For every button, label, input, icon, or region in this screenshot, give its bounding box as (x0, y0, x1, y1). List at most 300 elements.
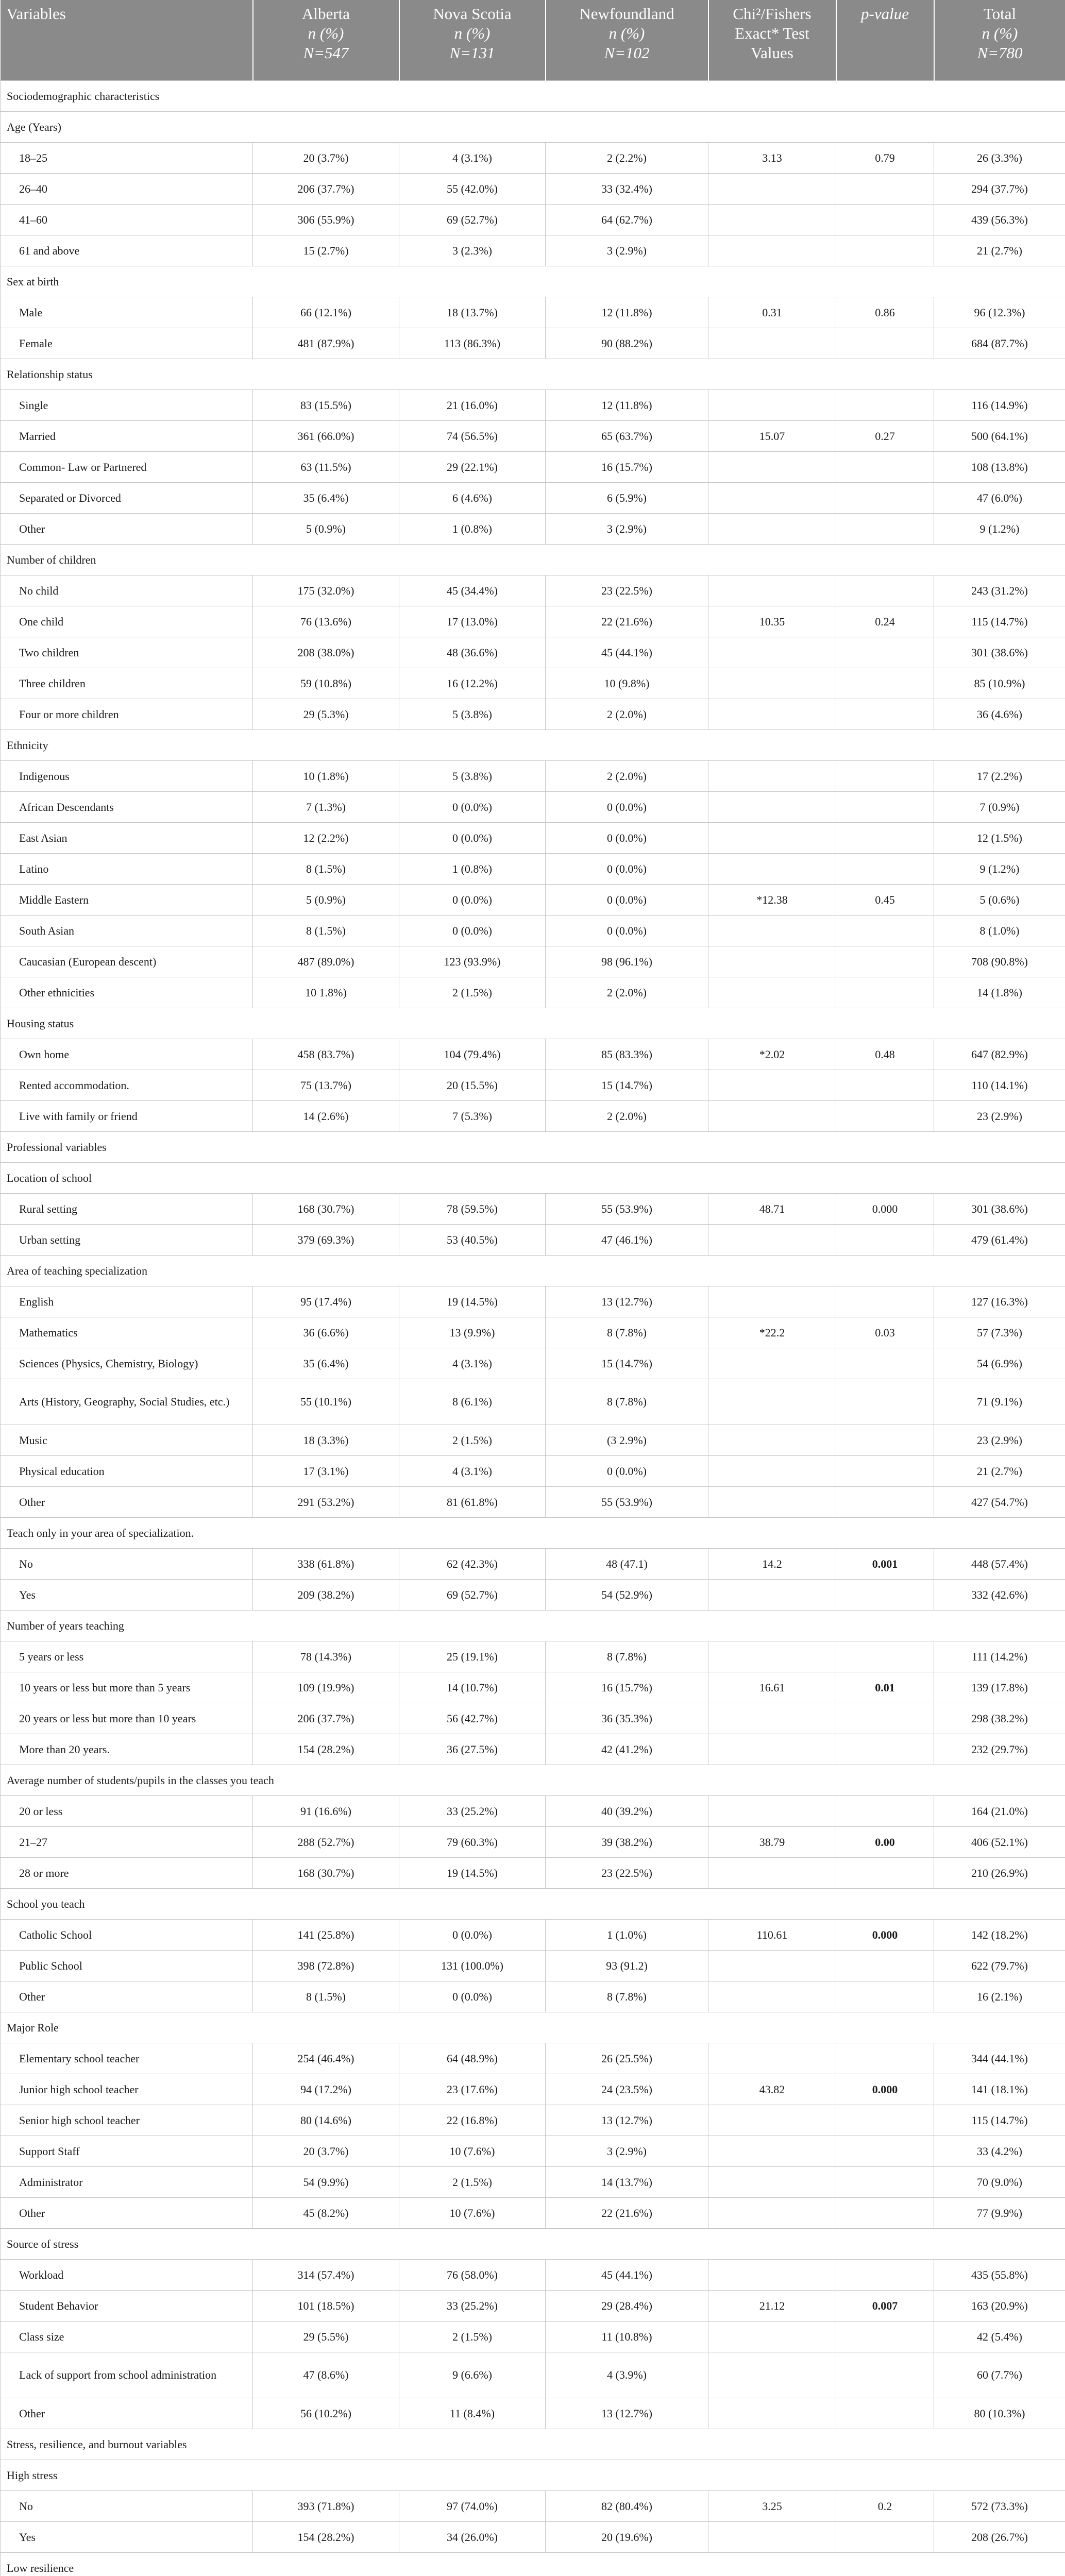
nova-scotia-cell: 33 (25.2%) (399, 2291, 546, 2321)
total-cell: 243 (31.2%) (934, 575, 1065, 606)
table-row (1, 2043, 1065, 2074)
section-row (1, 2429, 1065, 2460)
total-cell: 36 (4.6%) (934, 699, 1065, 730)
table-row (1, 1672, 1065, 1703)
group-row (1, 2229, 1065, 2260)
row-label: Class size (1, 2321, 253, 2352)
newfoundland-cell: 93 (91.2) (546, 1951, 708, 1981)
group-heading: School you teach (1, 1889, 1065, 1920)
newfoundland-cell: 85 (83.3%) (546, 1039, 708, 1070)
total-cell: 116 (14.9%) (934, 390, 1065, 421)
test-value-cell: 15.07 (708, 421, 836, 452)
p-value-cell: 0.000 (836, 2074, 934, 2105)
row-label: English (1, 1286, 253, 1317)
alberta-cell: 35 (6.4%) (253, 1348, 399, 1379)
nova-scotia-cell: 0 (0.0%) (399, 916, 546, 946)
p-value-cell (836, 514, 934, 545)
table-row (1, 1487, 1065, 1518)
test-value-cell: 48.71 (708, 1194, 836, 1225)
group-row (1, 730, 1065, 761)
test-value-cell (708, 2167, 836, 2198)
alberta-cell: 291 (53.2%) (253, 1487, 399, 1518)
nova-scotia-cell: 10 (7.6%) (399, 2136, 546, 2167)
alberta-cell: 15 (2.7%) (253, 235, 399, 266)
p-value-cell (836, 792, 934, 823)
total-cell: 110 (14.1%) (934, 1070, 1065, 1101)
row-label: Latino (1, 854, 253, 885)
newfoundland-cell: 14 (13.7%) (546, 2167, 708, 2198)
section-heading: Stress, resilience, and burnout variables (1, 2429, 1065, 2460)
alberta-cell: 36 (6.6%) (253, 1317, 399, 1348)
row-label: Four or more children (1, 699, 253, 730)
test-value-cell (708, 1580, 836, 1611)
nova-scotia-cell: 7 (5.3%) (399, 1101, 546, 1132)
table-row (1, 1379, 1065, 1425)
table-row (1, 452, 1065, 483)
group-heading: Age (Years) (1, 112, 1065, 143)
test-value-cell (708, 483, 836, 514)
row-label: Two children (1, 637, 253, 668)
total-cell: 298 (38.2%) (934, 1703, 1065, 1734)
alberta-cell: 8 (1.5%) (253, 1981, 399, 2012)
test-value-cell (708, 1101, 836, 1132)
newfoundland-cell: 90 (88.2%) (546, 328, 708, 359)
nova-scotia-cell: 81 (61.8%) (399, 1487, 546, 1518)
total-cell: 210 (26.9%) (934, 1858, 1065, 1889)
test-value-cell (708, 1379, 836, 1425)
alberta-cell: 18 (3.3%) (253, 1425, 399, 1456)
newfoundland-cell: 2 (2.0%) (546, 1101, 708, 1132)
section-row (1, 1132, 1065, 1163)
header-row (1, 0, 1065, 81)
test-value-cell (708, 2352, 836, 2398)
p-value-cell (836, 1580, 934, 1611)
test-value-cell (708, 1641, 836, 1672)
row-label: No child (1, 575, 253, 606)
total-cell: 479 (61.4%) (934, 1225, 1065, 1256)
test-value-cell (708, 1703, 836, 1734)
row-label: 20 years or less but more than 10 years (1, 1703, 253, 1734)
group-row (1, 2553, 1065, 2576)
total-cell: 406 (52.1%) (934, 1827, 1065, 1858)
total-cell: 164 (21.0%) (934, 1796, 1065, 1827)
p-value-cell (836, 1348, 934, 1379)
total-cell: 439 (56.3%) (934, 205, 1065, 235)
newfoundland-cell: 24 (23.5%) (546, 2074, 708, 2105)
newfoundland-cell: 0 (0.0%) (546, 792, 708, 823)
row-label: 28 or more (1, 1858, 253, 1889)
test-value-cell (708, 1734, 836, 1765)
test-value-cell (708, 977, 836, 1008)
newfoundland-cell: 0 (0.0%) (546, 823, 708, 854)
table-row (1, 1070, 1065, 1101)
p-value-cell (836, 483, 934, 514)
nova-scotia-cell: 5 (3.8%) (399, 761, 546, 792)
row-label: Yes (1, 2522, 253, 2553)
table-row (1, 606, 1065, 637)
row-label: Separated or Divorced (1, 483, 253, 514)
total-cell: 427 (54.7%) (934, 1487, 1065, 1518)
total-cell: 141 (18.1%) (934, 2074, 1065, 2105)
p-value-cell (836, 1456, 934, 1487)
row-label: Rural setting (1, 1194, 253, 1225)
test-value-cell (708, 916, 836, 946)
total-cell: 127 (16.3%) (934, 1286, 1065, 1317)
p-value-cell (836, 1981, 934, 2012)
alberta-cell: 154 (28.2%) (253, 1734, 399, 1765)
group-row (1, 1611, 1065, 1641)
table-row (1, 1580, 1065, 1611)
p-value-cell (836, 977, 934, 1008)
total-cell: 14 (1.8%) (934, 977, 1065, 1008)
alberta-cell: 83 (15.5%) (253, 390, 399, 421)
table-row (1, 1225, 1065, 1256)
nova-scotia-cell: 48 (36.6%) (399, 637, 546, 668)
alberta-cell: 55 (10.1%) (253, 1379, 399, 1425)
total-cell: 17 (2.2%) (934, 761, 1065, 792)
table-row (1, 916, 1065, 946)
row-label: Caucasian (European descent) (1, 946, 253, 977)
newfoundland-cell: 1 (1.0%) (546, 1920, 708, 1951)
nova-scotia-cell: 4 (3.1%) (399, 1348, 546, 1379)
p-value-cell (836, 1286, 934, 1317)
newfoundland-cell: 29 (28.4%) (546, 2291, 708, 2321)
row-label: 21–27 (1, 1827, 253, 1858)
table-row (1, 885, 1065, 916)
p-value-cell (836, 1951, 934, 1981)
nova-scotia-cell: 0 (0.0%) (399, 885, 546, 916)
test-value-cell (708, 2260, 836, 2291)
newfoundland-cell: 12 (11.8%) (546, 390, 708, 421)
test-value-cell (708, 390, 836, 421)
table-row (1, 1317, 1065, 1348)
p-value-cell (836, 2522, 934, 2553)
nova-scotia-cell: 0 (0.0%) (399, 823, 546, 854)
alberta-cell: 206 (37.7%) (253, 1703, 399, 1734)
newfoundland-cell: 15 (14.7%) (546, 1070, 708, 1101)
alberta-cell: 14 (2.6%) (253, 1101, 399, 1132)
alberta-cell: 338 (61.8%) (253, 1549, 399, 1580)
row-label: Other (1, 1981, 253, 2012)
nova-scotia-cell: 113 (86.3%) (399, 328, 546, 359)
p-value-cell (836, 761, 934, 792)
table-row (1, 2321, 1065, 2352)
p-value-cell (836, 2198, 934, 2229)
row-label: Live with family or friend (1, 1101, 253, 1132)
total-cell: 448 (57.4%) (934, 1549, 1065, 1580)
test-value-cell: 3.25 (708, 2491, 836, 2522)
row-label: Support Staff (1, 2136, 253, 2167)
nova-scotia-cell: 14 (10.7%) (399, 1672, 546, 1703)
table-row (1, 637, 1065, 668)
nova-scotia-cell: 10 (7.6%) (399, 2198, 546, 2229)
table-row (1, 977, 1065, 1008)
newfoundland-cell: 36 (35.3%) (546, 1703, 708, 1734)
total-cell: 71 (9.1%) (934, 1379, 1065, 1425)
total-cell: 23 (2.9%) (934, 1425, 1065, 1456)
alberta-cell: 393 (71.8%) (253, 2491, 399, 2522)
newfoundland-cell: 3 (2.9%) (546, 514, 708, 545)
table-row (1, 575, 1065, 606)
total-cell: 139 (17.8%) (934, 1672, 1065, 1703)
group-row (1, 2460, 1065, 2491)
total-cell: 115 (14.7%) (934, 2105, 1065, 2136)
alberta-cell: 17 (3.1%) (253, 1456, 399, 1487)
nova-scotia-cell: 8 (6.1%) (399, 1379, 546, 1425)
row-label: Urban setting (1, 1225, 253, 1256)
alberta-cell: 59 (10.8%) (253, 668, 399, 699)
row-label: Other (1, 514, 253, 545)
total-cell: 108 (13.8%) (934, 452, 1065, 483)
row-label: Public School (1, 1951, 253, 1981)
total-cell: 9 (1.2%) (934, 854, 1065, 885)
test-value-cell (708, 854, 836, 885)
alberta-cell: 12 (2.2%) (253, 823, 399, 854)
p-value-cell: 0.24 (836, 606, 934, 637)
test-value-cell: 10.35 (708, 606, 836, 637)
header-p-value: p-value (836, 0, 934, 81)
test-value-cell (708, 1348, 836, 1379)
test-value-cell (708, 2105, 836, 2136)
newfoundland-cell: 20 (19.6%) (546, 2522, 708, 2553)
newfoundland-cell: 2 (2.0%) (546, 977, 708, 1008)
table-row (1, 2136, 1065, 2167)
total-cell: 26 (3.3%) (934, 143, 1065, 174)
p-value-cell (836, 916, 934, 946)
test-value-cell (708, 1487, 836, 1518)
row-label: One child (1, 606, 253, 637)
row-label: Senior high school teacher (1, 2105, 253, 2136)
table-row (1, 946, 1065, 977)
group-row (1, 1256, 1065, 1286)
p-value-cell (836, 1641, 934, 1672)
test-value-cell: 14.2 (708, 1549, 836, 1580)
nova-scotia-cell: 0 (0.0%) (399, 1981, 546, 2012)
nova-scotia-cell: 19 (14.5%) (399, 1858, 546, 1889)
table-row (1, 2074, 1065, 2105)
total-cell: 70 (9.0%) (934, 2167, 1065, 2198)
alberta-cell: 101 (18.5%) (253, 2291, 399, 2321)
test-value-cell (708, 2043, 836, 2074)
nova-scotia-cell: 20 (15.5%) (399, 1070, 546, 1101)
table-row (1, 205, 1065, 235)
test-value-cell: *22.2 (708, 1317, 836, 1348)
p-value-cell: 0.007 (836, 2291, 934, 2321)
p-value-cell (836, 1101, 934, 1132)
p-value-cell (836, 575, 934, 606)
row-label: Married (1, 421, 253, 452)
alberta-cell: 78 (14.3%) (253, 1641, 399, 1672)
nova-scotia-cell: 25 (19.1%) (399, 1641, 546, 1672)
table-row (1, 1101, 1065, 1132)
p-value-cell: 0.000 (836, 1194, 934, 1225)
row-label: Other (1, 2398, 253, 2429)
test-value-cell: 0.31 (708, 297, 836, 328)
nova-scotia-cell: 3 (2.3%) (399, 235, 546, 266)
table-row (1, 1549, 1065, 1580)
alberta-cell: 80 (14.6%) (253, 2105, 399, 2136)
total-cell: 8 (1.0%) (934, 916, 1065, 946)
p-value-cell: 0.48 (836, 1039, 934, 1070)
nova-scotia-cell: 2 (1.5%) (399, 977, 546, 1008)
row-label: Own home (1, 1039, 253, 1070)
p-value-cell (836, 1070, 934, 1101)
nova-scotia-cell: 0 (0.0%) (399, 1920, 546, 1951)
newfoundland-cell: 11 (10.8%) (546, 2321, 708, 2352)
header-variables: Variables (1, 0, 253, 81)
test-value-cell (708, 823, 836, 854)
alberta-cell: 208 (38.0%) (253, 637, 399, 668)
test-value-cell (708, 2136, 836, 2167)
p-value-cell (836, 2352, 934, 2398)
nova-scotia-cell: 22 (16.8%) (399, 2105, 546, 2136)
alberta-cell: 10 1.8%) (253, 977, 399, 1008)
alberta-cell: 141 (25.8%) (253, 1920, 399, 1951)
newfoundland-cell: 16 (15.7%) (546, 1672, 708, 1703)
p-value-cell: 0.001 (836, 1549, 934, 1580)
row-label: African Descendants (1, 792, 253, 823)
row-label: Other (1, 2198, 253, 2229)
table-body (1, 81, 1065, 2576)
alberta-cell: 109 (19.9%) (253, 1672, 399, 1703)
p-value-cell: 0.01 (836, 1672, 934, 1703)
table-row (1, 2522, 1065, 2553)
table-row (1, 143, 1065, 174)
total-cell: 42 (5.4%) (934, 2321, 1065, 2352)
test-value-cell: 3.13 (708, 143, 836, 174)
total-cell: 54 (6.9%) (934, 1348, 1065, 1379)
group-heading: Sex at birth (1, 266, 1065, 297)
group-heading: Average number of students/pupils in the classes you teach (1, 1765, 1065, 1796)
row-label: Common- Law or Partnered (1, 452, 253, 483)
p-value-cell: 0.03 (836, 1317, 934, 1348)
nova-scotia-cell: 2 (1.5%) (399, 1425, 546, 1456)
newfoundland-cell: (3 2.9%) (546, 1425, 708, 1456)
total-cell: 21 (2.7%) (934, 235, 1065, 266)
total-cell: 85 (10.9%) (934, 668, 1065, 699)
nova-scotia-cell: 2 (1.5%) (399, 2321, 546, 2352)
total-cell: 7 (0.9%) (934, 792, 1065, 823)
nova-scotia-cell: 1 (0.8%) (399, 514, 546, 545)
row-label: Music (1, 1425, 253, 1456)
table-row (1, 1456, 1065, 1487)
p-value-cell (836, 2260, 934, 2291)
p-value-cell: 0.79 (836, 143, 934, 174)
table-row (1, 174, 1065, 205)
test-value-cell (708, 2321, 836, 2352)
newfoundland-cell: 2 (2.2%) (546, 143, 708, 174)
total-cell: 708 (90.8%) (934, 946, 1065, 977)
group-row (1, 1765, 1065, 1796)
test-value-cell (708, 761, 836, 792)
nova-scotia-cell: 69 (52.7%) (399, 205, 546, 235)
nova-scotia-cell: 62 (42.3%) (399, 1549, 546, 1580)
row-label: Rented accommodation. (1, 1070, 253, 1101)
nova-scotia-cell: 76 (58.0%) (399, 2260, 546, 2291)
p-value-cell (836, 2321, 934, 2352)
alberta-cell: 458 (83.7%) (253, 1039, 399, 1070)
newfoundland-cell: 65 (63.7%) (546, 421, 708, 452)
group-heading: Area of teaching specialization (1, 1256, 1065, 1286)
group-row (1, 1163, 1065, 1194)
p-value-cell (836, 2167, 934, 2198)
alberta-cell: 5 (0.9%) (253, 514, 399, 545)
table-row (1, 2260, 1065, 2291)
total-cell: 57 (7.3%) (934, 1317, 1065, 1348)
alberta-cell: 95 (17.4%) (253, 1286, 399, 1317)
table-row (1, 2167, 1065, 2198)
alberta-cell: 398 (72.8%) (253, 1951, 399, 1981)
row-label: East Asian (1, 823, 253, 854)
test-value-cell (708, 699, 836, 730)
row-label: Other (1, 1487, 253, 1518)
p-value-cell (836, 1796, 934, 1827)
row-label: Catholic School (1, 1920, 253, 1951)
nova-scotia-cell: 18 (13.7%) (399, 297, 546, 328)
total-cell: 301 (38.6%) (934, 637, 1065, 668)
group-heading: High stress (1, 2460, 1065, 2491)
test-value-cell (708, 668, 836, 699)
newfoundland-cell: 6 (5.9%) (546, 483, 708, 514)
row-label: Student Behavior (1, 2291, 253, 2321)
alberta-cell: 487 (89.0%) (253, 946, 399, 977)
total-cell: 12 (1.5%) (934, 823, 1065, 854)
alberta-cell: 288 (52.7%) (253, 1827, 399, 1858)
newfoundland-cell: 33 (32.4%) (546, 174, 708, 205)
test-value-cell (708, 1456, 836, 1487)
table-row (1, 2198, 1065, 2229)
total-cell: 301 (38.6%) (934, 1194, 1065, 1225)
p-value-cell (836, 1858, 934, 1889)
row-label: Arts (History, Geography, Social Studies, etc.) (1, 1379, 253, 1425)
test-value-cell: 38.79 (708, 1827, 836, 1858)
row-label: Administrator (1, 2167, 253, 2198)
header-total: Total n (%) N=780 (934, 0, 1065, 81)
table-row (1, 1796, 1065, 1827)
row-label: More than 20 years. (1, 1734, 253, 1765)
test-value-cell (708, 1858, 836, 1889)
test-value-cell (708, 235, 836, 266)
row-label: No (1, 1549, 253, 1580)
group-row (1, 1008, 1065, 1039)
table-row (1, 421, 1065, 452)
nova-scotia-cell: 29 (22.1%) (399, 452, 546, 483)
newfoundland-cell: 39 (38.2%) (546, 1827, 708, 1858)
nova-scotia-cell: 69 (52.7%) (399, 1580, 546, 1611)
p-value-cell: 0.000 (836, 1920, 934, 1951)
newfoundland-cell: 8 (7.8%) (546, 1641, 708, 1672)
total-cell: 96 (12.3%) (934, 297, 1065, 328)
newfoundland-cell: 2 (2.0%) (546, 699, 708, 730)
alberta-cell: 29 (5.5%) (253, 2321, 399, 2352)
test-value-cell (708, 1425, 836, 1456)
alberta-cell: 29 (5.3%) (253, 699, 399, 730)
p-value-cell (836, 1379, 934, 1425)
alberta-cell: 56 (10.2%) (253, 2398, 399, 2429)
row-label: Three children (1, 668, 253, 699)
p-value-cell (836, 1487, 934, 1518)
row-label: Workload (1, 2260, 253, 2291)
row-label: 10 years or less but more than 5 years (1, 1672, 253, 1703)
row-label: Yes (1, 1580, 253, 1611)
test-value-cell (708, 2398, 836, 2429)
nova-scotia-cell: 0 (0.0%) (399, 792, 546, 823)
p-value-cell (836, 946, 934, 977)
row-label: 61 and above (1, 235, 253, 266)
nova-scotia-cell: 4 (3.1%) (399, 1456, 546, 1487)
row-label: Female (1, 328, 253, 359)
group-heading: Housing status (1, 1008, 1065, 1039)
